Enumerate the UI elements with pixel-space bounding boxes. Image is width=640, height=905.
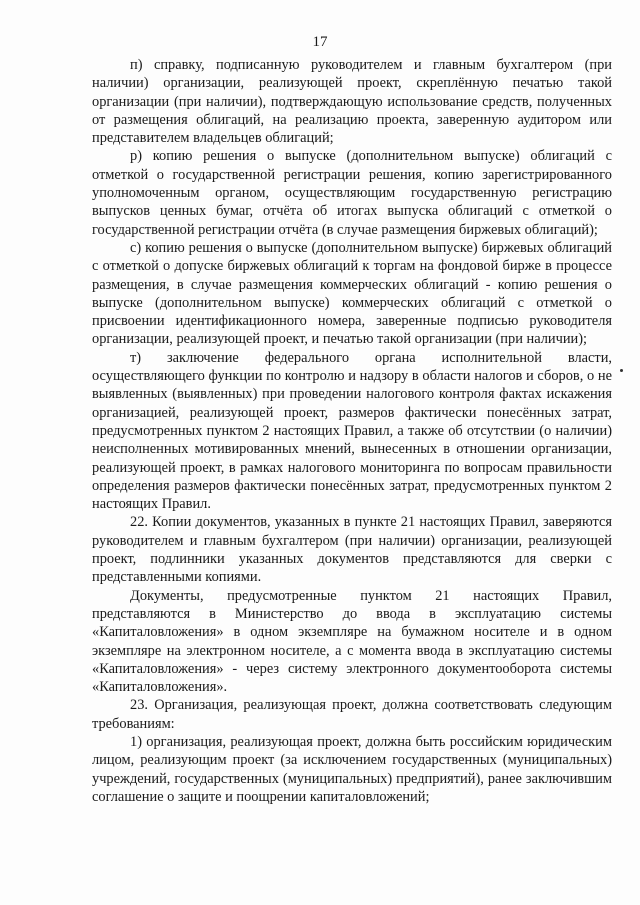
paragraph-item-p: п) справку, подписанную руководителем и главным бухгалтером (при наличии) организации, реализующей проект, скреплённую печатью такой организации (при наличии), подтверждающую использование средств, полученных от размещения облигаций, на реализацию проекта, заверенную аудитором или представителем владельцев облигаций; [92, 57, 612, 147]
paragraph-requirement-1: 1) организация, реализующая проект, должна быть российским юридическим лицом, реализующим проект (за исключением государственных (муниципальных) учреждений, государственных (муниципальных) предприятий), ранее заключившим соглашение о защите и поощрении капиталовложений; [92, 733, 612, 805]
paragraph-item-t: т) заключение федерального органа исполнительной власти, осуществляющего функции по контролю и надзору в области налогов и сборов, о не выявленных (выявленных) при проведении налогового контроля фактах искажения организацией, реализующей проект, размеров фактически понесённых затрат, предусмотренных пунктом 2 настоящих Правил, а также об отсутствии (о наличии) неисполненных мотивированных мнений, вынесенных в отношении организации, реализующей проект, в рамках налогового мониторинга по вопросам правильности определения размеров фактически понесённых затрат, предусмотренных пунктом 2 настоящих Правил. [92, 349, 612, 513]
page-number: 17 [312, 34, 328, 50]
paragraph-item-r: р) копию решения о выпуске (дополнительном выпуске) облигаций с отметкой о государственной регистрации решения, копию зарегистрированного уполномоченным органом, осуществляющим государственную регистрацию выпусков ценных бумаг, отчёта об итогах выпуска облигаций с отметкой о государственной регистрации отчёта (в случае размещения биржевых облигаций); [92, 148, 612, 238]
document-body [92, 56, 612, 806]
paragraph-clause-23: 23. Организация, реализующая проект, должна соответствовать следующим требованиям: [92, 697, 612, 732]
paragraph-documents-submission: Документы, предусмотренные пунктом 21 настоящих Правил, представляются в Министерство до ввода в эксплуатацию системы «Капиталовложения» в одном экземпляре на бумажном носителе и в одном экземпляре на электронном носителе, а с момента ввода в эксплуатацию системы «Капиталовложения» - через систему электронного документооборота системы «Капиталовложения». [92, 587, 612, 696]
paragraph-clause-22: 22. Копии документов, указанных в пункте 21 настоящих Правил, заверяются руководителем и главным бухгалтером (при наличии) организации, реализующей проект, подлинники указанных документов представляются для сверки с представленными копиями. [92, 514, 612, 586]
paragraph-item-s: с) копию решения о выпуске (дополнительном выпуске) биржевых облигаций с отметкой о допуске биржевых облигаций к торгам на фондовой бирже в процессе размещения, в случае размещения коммерческих облигаций - копию решения о выпуске (дополнительном выпуске) коммерческих облигаций с отметкой о присвоении идентификационного номера, заверенные подписью руководителя организации, реализующей проект, и печатью такой организации (при наличии); [92, 239, 612, 348]
scan-speck [620, 369, 623, 372]
